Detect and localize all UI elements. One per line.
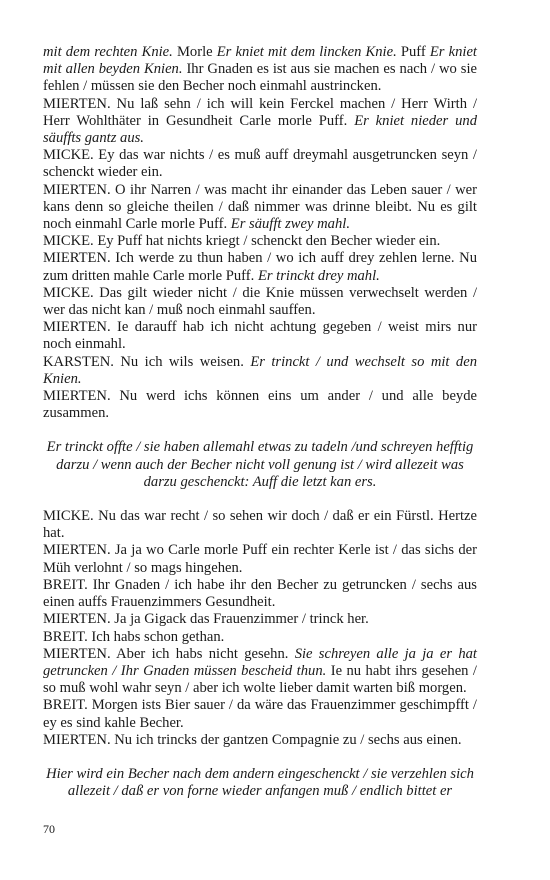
dialogue-paragraph (43, 319, 477, 353)
dialogue-block-1 (43, 44, 477, 422)
dialogue-text: KARSTEN. Nu ich wils weisen. (43, 353, 251, 370)
dialogue-paragraph (43, 732, 477, 749)
dialogue-text: MIERTEN. Nu werd ichs können eins um ander / und alle beyde zusammen. (43, 388, 477, 422)
dialogue-text: BREIT. Morgen ists Bier sauer / da wäre das Frauenzimmer geschimpfft / ey es sind kahle Becher. (43, 697, 477, 731)
dialogue-text: MIERTEN. Nu laß sehn / ich will kein Ferckel machen / Herr Wirth / Herr Wohlthäter in Gesundheit Carle morle Puff. (43, 95, 477, 129)
stage-direction-inline: mit dem rechten Knie. (43, 44, 173, 60)
dialogue-paragraph (43, 629, 477, 646)
dialogue-paragraph (43, 96, 477, 148)
dialogue-paragraph (43, 508, 477, 542)
stage-direction-2: Hier wird ein Becher nach dem andern eingeschenckt / sie verzehlen sich allezeit / daß er von forne wieder anfangen muß / endlich bittet er (46, 765, 474, 800)
stage-direction-inline: Er kniet nieder und säuffts gantz aus. (43, 112, 477, 147)
stage-direction-inline: Er kniet mit allen beyden Knien. (43, 44, 477, 78)
spacer (43, 749, 477, 766)
dialogue-text: Ie nu habt ihrs gesehen / so muß wohl wahr seyn / aber ich wolte lieber damit warten biß morgen. (43, 662, 477, 697)
dialogue-paragraph (43, 577, 477, 611)
dialogue-text: MIERTEN. O ihr Narren / was macht ihr einander das Leben sauer / wer kans denn so gleiche theilen / daß nimmer was drinne bleibt. Nu es gilt noch einmahl Carle morle Puff. (43, 181, 477, 233)
dialogue-text: MIERTEN. Ich werde zu thun haben / wo ich auff drey zehlen lerne. Nu zum dritten mahle Carle morle Puff. (43, 250, 477, 284)
dialogue-paragraph (43, 182, 477, 234)
stage-direction-inline: Er trinckt / und wechselt so mit den Knien. (43, 353, 477, 387)
dialogue-text: MIERTEN. Ja ja wo Carle morle Puff ein rechter Kerle ist / das sichs der Müh verlohnt / so mags hingehen. (43, 542, 477, 576)
dialogue-text: BREIT. Ihr Gnaden / ich habe ihr den Becher zu getruncken / sechs aus einen auffs Frauenzimmers Gesundheit. (43, 576, 477, 611)
dialogue-text: MIERTEN. Ie darauff hab ich nicht achtung gegeben / weist mirs nur noch einmahl. (43, 319, 477, 353)
dialogue-paragraph (43, 147, 477, 181)
dialogue-paragraph (43, 646, 477, 698)
dialogue-text: Morle (172, 44, 217, 60)
dialogue-paragraph (43, 697, 477, 731)
dialogue-paragraph (43, 250, 477, 284)
text-page (43, 44, 477, 800)
dialogue-paragraph (43, 542, 477, 576)
stage-direction-inline: Er säufft zwey mahl. (230, 216, 350, 233)
dialogue-text: MIERTEN. Nu ich trincks der gantzen Compagnie zu / sechs aus einen. (43, 731, 462, 748)
dialogue-text: Ihr Gnaden es ist aus sie machen es nach / wo sie fehlen / müssen sie den Becher noch einmahl austrincken. (43, 61, 478, 95)
dialogue-paragraph (43, 233, 477, 250)
dialogue-text: MICKE. Nu das war recht / so sehen wir doch / daß er ein Fürstl. Hertze hat. (43, 508, 477, 542)
dialogue-text: MIERTEN. Ja ja Gigack das Frauenzimmer / trinck her. (43, 611, 369, 628)
dialogue-text: BREIT. Ich habs schon gethan. (43, 628, 225, 645)
dialogue-text: MICKE. Das gilt wieder nicht / die Knie müssen verwechselt werden / wer das nicht kan / muß noch einmahl sauffen. (43, 284, 477, 319)
dialogue-paragraph (43, 285, 477, 319)
spacer (43, 491, 477, 508)
stage-direction-1: Er trinckt offte / sie haben allemahl etwas zu tadeln /und schreyen hefftig darzu / wenn auch der Becher nicht voll genung ist / wird allezeit was darzu geschenckt: Auff die letzt kan ers. (46, 439, 474, 490)
page-number: 70 (43, 822, 55, 836)
dialogue-paragraph (43, 611, 477, 628)
dialogue-text: MICKE. Ey Puff hat nichts kriegt / schenckt den Becher wieder ein. (43, 233, 441, 250)
stage-direction-inline: Er trinckt drey mahl. (257, 267, 380, 284)
dialogue-paragraph (43, 354, 477, 388)
dialogue-paragraph (43, 388, 477, 422)
stage-direction-inline: Sie schreyen alle ja ja er hat getruncken / Ihr Gnaden müssen bescheid thun. (43, 645, 477, 679)
dialogue-text: MIERTEN. Aber ich habs nicht gesehn. (43, 645, 295, 662)
dialogue-text: MICKE. Ey das war nichts / es muß auff dreymahl ausgetruncken seyn / schenckt wieder ein. (43, 147, 477, 181)
dialogue-block-2 (43, 508, 477, 749)
dialogue-text: Puff (396, 44, 430, 60)
dialogue-paragraph (43, 44, 477, 96)
stage-direction-inline: Er kniet mit dem lincken Knie. (216, 44, 397, 60)
